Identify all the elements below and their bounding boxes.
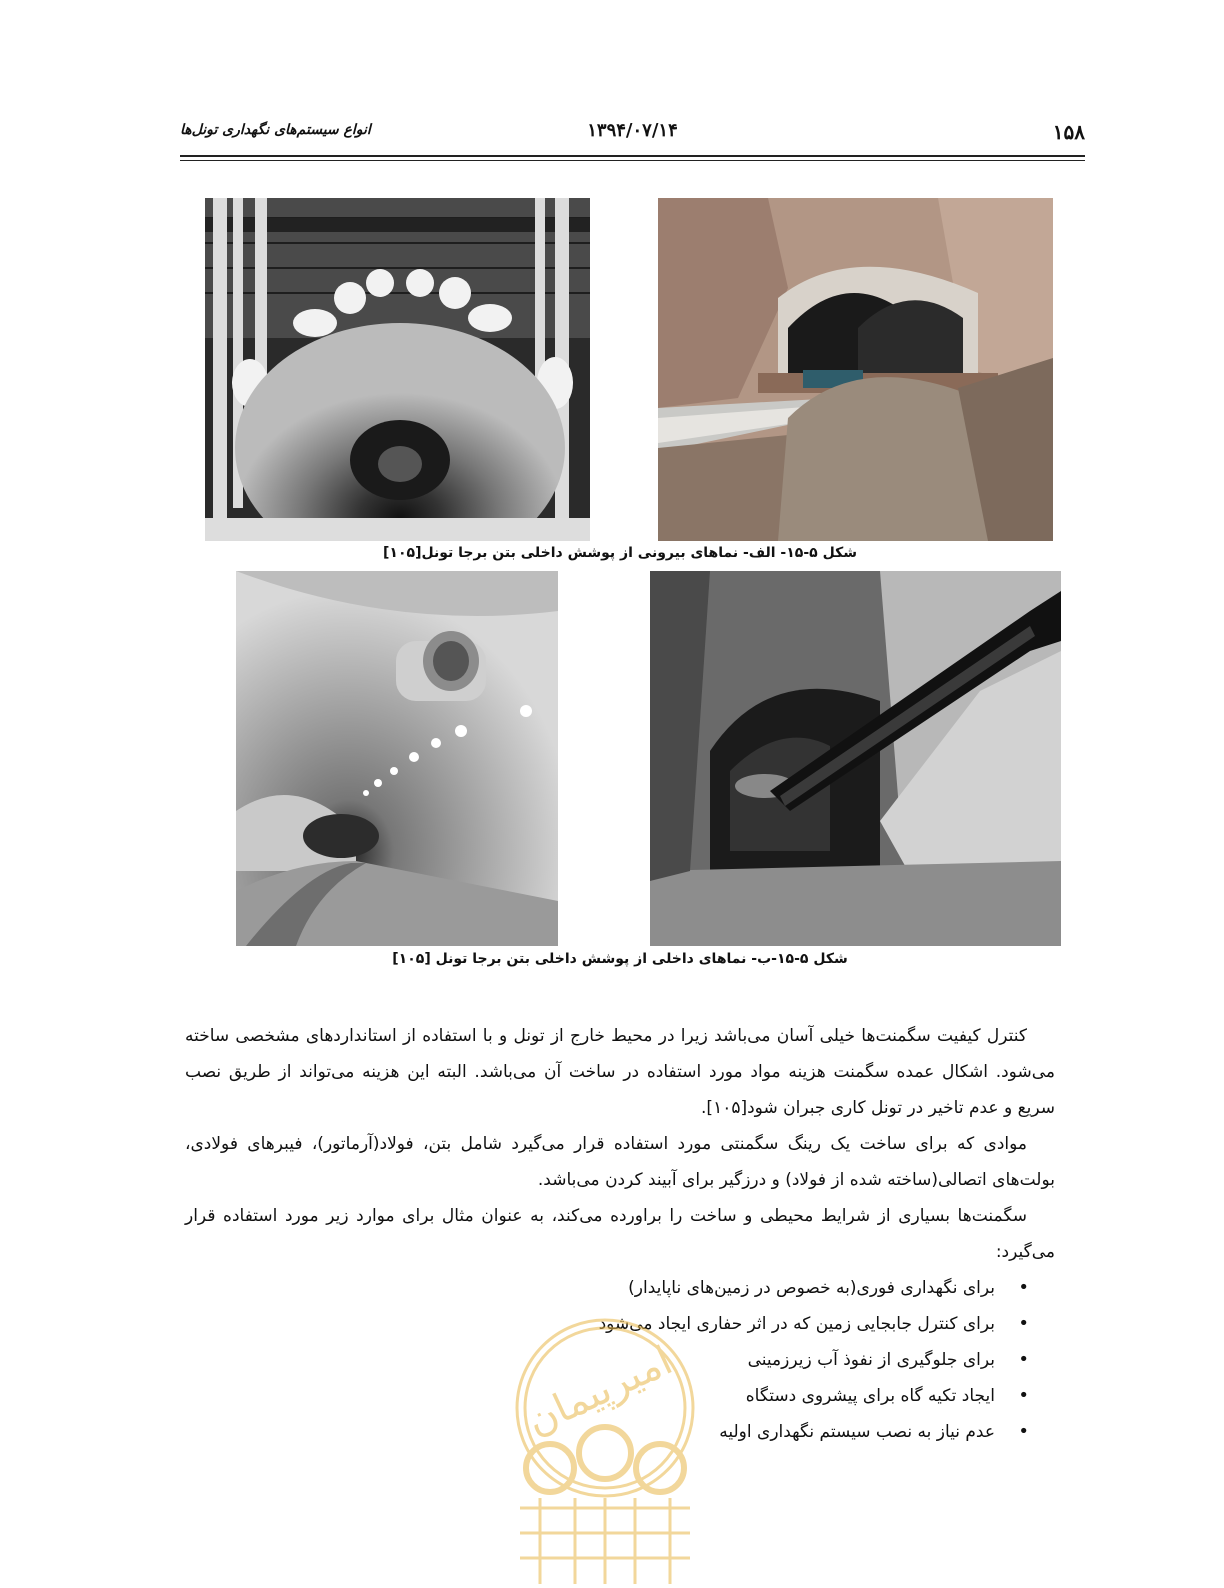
paragraph: موادی که برای ساخت یک رینگ سگمنتی مورد استفاده قرار می‌گیرد شامل بتن، فولاد(آرماتور)، فیبرهای فولادی، بولت‌های اتصالی(ساخته شده از فولاد) و درزگیر برای آبیند کردن می‌باشد. [185, 1134, 1055, 1190]
page-header [180, 118, 1085, 156]
list-item-text: برای نگهداری فوری(به خصوص در زمین‌های ناپایدار) [628, 1278, 995, 1298]
watermark-text: امیرپیمان [519, 1337, 680, 1445]
bullet-icon: • [1018, 1349, 1029, 1370]
photo-tunnel-ventilation-duct [650, 571, 1061, 946]
page-number: ۱۵۸ [1052, 120, 1085, 144]
header-rule-thin [180, 160, 1085, 161]
list-item-text: برای کنترل جابجایی زمین که در اثر حفاری ایجاد می‌شود [598, 1314, 995, 1334]
list-item [185, 1270, 1055, 1306]
photo-tunnel-portal [658, 198, 1053, 541]
photo-road-tunnel-interior [236, 571, 558, 946]
photo-tunnel-formwork [205, 198, 590, 541]
bullet-icon: • [1018, 1313, 1029, 1334]
list-item-text: برای جلوگیری از نفوذ آب زیرزمینی [747, 1350, 995, 1370]
bullet-icon: • [1018, 1385, 1029, 1406]
watermark-logo [490, 1318, 720, 1584]
header-rule [180, 155, 1085, 157]
paragraph: سگمنت‌ها بسیاری از شرایط محیطی و ساخت را براورده می‌کند، به عنوان مثال برای موارد زیر مورد استفاده قرار می‌گیرد: [185, 1206, 1055, 1262]
bullet-icon: • [1018, 1277, 1029, 1298]
bullet-icon: • [1018, 1421, 1029, 1442]
list-item-text: عدم نیاز به نصب سیستم نگهداری اولیه [719, 1422, 995, 1442]
list-item-text: ایجاد تکیه گاه برای پیشروی دستگاه [745, 1386, 995, 1406]
paragraph: کنترل کیفیت سگمنت‌ها خیلی آسان می‌باشد زیرا در محیط خارج از تونل و با استفاده از استانداردهای مشخصی ساخته می‌شود. اشکال عمده سگمنت هزینه مواد مورد استفاده در ساخت آن می‌باشد. البته این هزینه می‌تواند از طریق نصب سریع و عدم تاخیر در تونل کاری جبران شود[۱۰۵]. [185, 1026, 1055, 1118]
header-date: ۱۳۹۴/۰۷/۱۴ [587, 120, 678, 141]
header-title: انواع سیستم‌های نگهداری تونل‌ها [180, 122, 371, 138]
figure-caption-a: شکل ۵-۱۵- الف- نماهای بیرونی از پوشش داخلی بتن برجا تونل[۱۰۵] [383, 545, 857, 561]
figure-caption-b: شکل ۵-۱۵-ب- نماهای داخلی از پوشش داخلی بتن برجا تونل [۱۰۵] [392, 951, 848, 967]
